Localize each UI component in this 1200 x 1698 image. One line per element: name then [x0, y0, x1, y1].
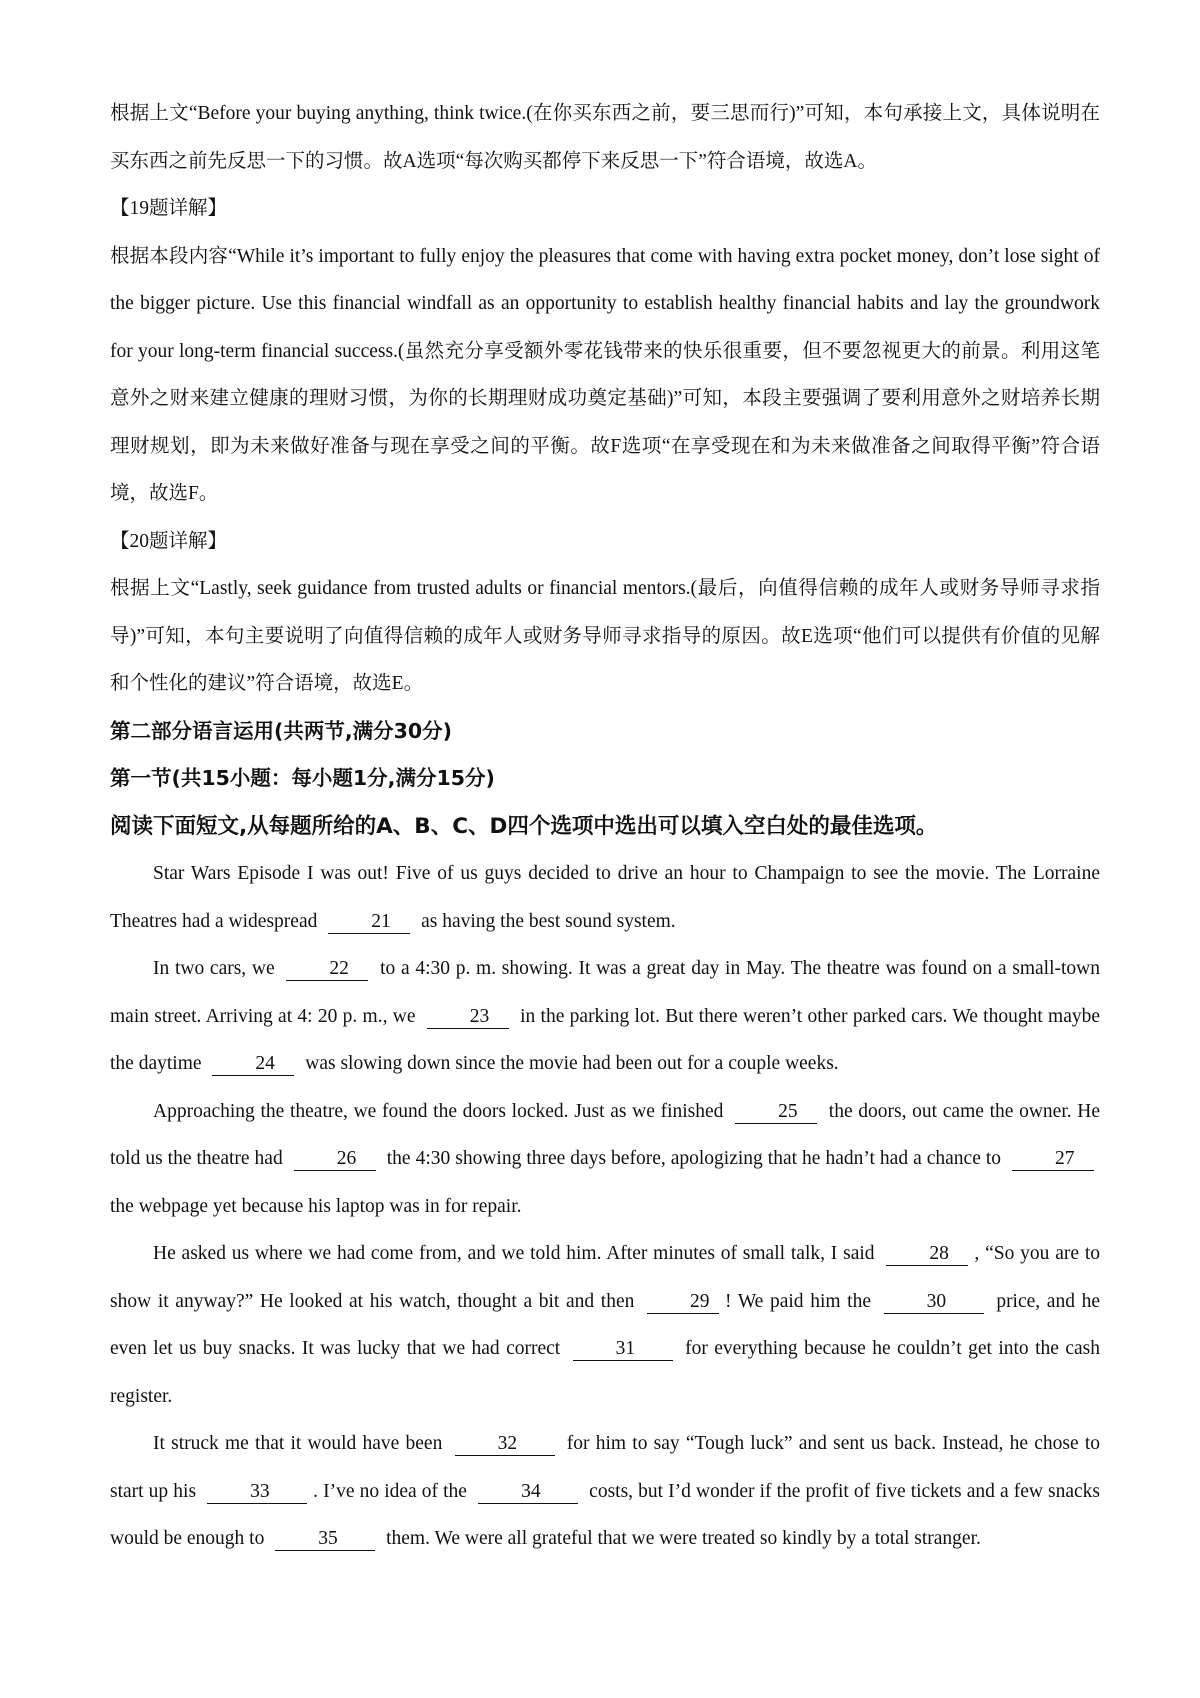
document-page — [110, 90, 1100, 1563]
blank-25: 25 — [735, 1101, 817, 1124]
section1-heading: 第一节(共15小题：每小题1分,满分15分) — [110, 766, 495, 790]
passage-text: price, and he even let us buy snacks. It was lucky that we had correct — [110, 1290, 1101, 1359]
passage-text: as having the best sound system. — [421, 910, 676, 932]
passage-text: Star Wars Episode I was out! Five of us guys decided to drive an hour to Champaign to see the movie. The Lorraine Theatres had a widespread — [110, 863, 1100, 932]
blank-31: 31 — [573, 1338, 673, 1361]
passage-paragraph-3 — [110, 1088, 1100, 1231]
blank-24: 24 — [212, 1053, 294, 1076]
passage-text: the doors, out came the owner. He told us the theatre had — [110, 1100, 1101, 1169]
blank-32: 32 — [455, 1433, 555, 1456]
blank-33: 33 — [207, 1481, 307, 1504]
blank-27: 27 — [1012, 1148, 1094, 1171]
passage-text: for him to say “Tough luck” and sent us back. Instead, he chose to start up his — [110, 1433, 1100, 1502]
passage-text: . I’ve no idea of the — [313, 1480, 467, 1502]
passage-text: them. We were all grateful that we were treated so kindly by a total stranger. — [386, 1528, 981, 1549]
blank-26: 26 — [294, 1148, 376, 1171]
passage-text: the webpage yet because his laptop was in for repair. — [110, 1195, 522, 1217]
blank-28: 28 — [886, 1243, 968, 1266]
passage-paragraph-4 — [110, 1230, 1100, 1420]
blank-34: 34 — [478, 1481, 578, 1504]
passage-text: Approaching the theatre, we found the doors locked. Just as we finished — [153, 1100, 724, 1122]
passage-paragraph-5 — [110, 1420, 1100, 1563]
passage-text: in the parking lot. But there weren’t other parked cars. We thought maybe the daytime — [110, 1005, 1101, 1074]
passage-text: He asked us where we had come from, and we told him. After minutes of small talk, I said — [153, 1243, 875, 1264]
passage-text: costs, but I’d wonder if the profit of five tickets and a few snacks would be enough to — [110, 1480, 1101, 1549]
passage-text: ! We paid him the — [725, 1290, 871, 1312]
passage-text: In two cars, we — [153, 958, 275, 979]
blank-21: 21 — [328, 911, 410, 934]
q19-heading: 【19题详解】 — [110, 198, 228, 219]
passage-text: to a 4:30 p. m. showing. It was a great day in May. The theatre was found on a small-town main street. Arriving at 4: 20 p. m., we — [110, 958, 1101, 1027]
passage-text: , “So you are to show it anyway?” He looked at his watch, thought a bit and then — [110, 1243, 1101, 1312]
q18-explanation: 根据上文“Before your buying anything, think twice.(在你买东西之前，要三思而行)”可知，本句承接上文，具体说明在买东西之前先反思一下的习惯。故A选项“每次购买都停下来反思一下”符合语境，故选A。 — [110, 103, 1100, 172]
q20-explanation: 根据上文“Lastly, seek guidance from trusted adults or financial mentors.(最后，向值得信赖的成年人或财务导师寻求指导)”可知，本句主要说明了向值得信赖的成年人或财务导师寻求指导的原因。故E选项“他们可以提供有价值的见解和个性化的建议”符合语境，故选E。 — [110, 578, 1100, 694]
blank-22: 22 — [286, 958, 368, 981]
q19-explanation: 根据本段内容“While it’s important to fully enjoy the pleasures that come with having extra pocket money, don’t lose sight of the bigger picture. Use this financial windfall as an opportunity to establish healthy financial habits and lay the groundwork for your long-term financial success.(虽然充分享受额外零花钱带来的快乐很重要，但不要忽视更大的前景。利用这笔意外之财来建立健康的理财习惯，为你的长期理财成功奠定基础)”可知，本段主要强调了要利用意外之财培养长期理财规划，即为未来做好准备与现在享受之间的平衡。故F选项“在享受现在和为未来做准备之间取得平衡”符合语境，故选F。 — [110, 245, 1100, 504]
blank-35: 35 — [275, 1528, 375, 1551]
passage-paragraph-1 — [110, 850, 1100, 945]
directions-heading: 阅读下面短文,从每题所给的A、B、C、D四个选项中选出可以填入空白处的最佳选项。 — [110, 813, 938, 839]
passage-paragraph-2 — [110, 945, 1100, 1088]
blank-30: 30 — [884, 1291, 984, 1314]
part2-heading: 第二部分语言运用(共两节,满分30分) — [110, 718, 453, 743]
passage-text: the 4:30 showing three days before, apologizing that he hadn’t had a chance to — [386, 1148, 1002, 1169]
blank-29: 29 — [647, 1291, 719, 1314]
blank-23: 23 — [427, 1006, 509, 1029]
passage-text: was slowing down since the movie had been out for a couple weeks. — [305, 1053, 839, 1074]
q20-heading: 【20题详解】 — [110, 530, 228, 552]
passage-text: It struck me that it would have been — [153, 1433, 443, 1454]
passage-text: for everything because he couldn’t get into the cash register. — [110, 1338, 1101, 1407]
